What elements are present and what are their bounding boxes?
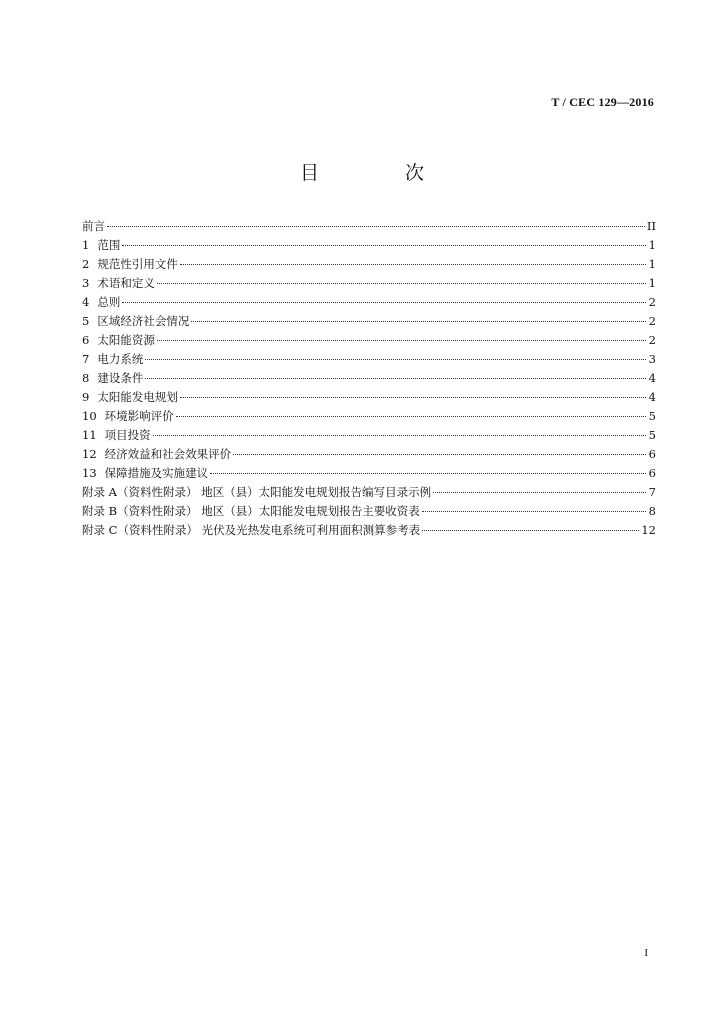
toc-entry-page: II bbox=[646, 219, 656, 233]
toc-entry-number: 7 bbox=[82, 352, 90, 366]
toc-entry-label: 区域经济社会情况 bbox=[97, 314, 190, 328]
toc-dot-leader bbox=[157, 282, 646, 284]
toc-entry-number: 12 bbox=[82, 447, 97, 461]
toc-entry-label: 保障措施及实施建议 bbox=[104, 466, 209, 480]
toc-entry-appendix-a[interactable] bbox=[82, 483, 656, 502]
toc-entry-label: 电力系统 bbox=[97, 352, 144, 366]
toc-entry-label: 经济效益和社会效果评价 bbox=[104, 447, 232, 461]
toc-entry-12[interactable] bbox=[82, 445, 656, 464]
toc-entry-page: 1 bbox=[648, 276, 656, 290]
toc-entry-label: 附录 C（资料性附录） 光伏及光热发电系统可利用面积测算参考表 bbox=[82, 523, 421, 537]
toc-dot-leader bbox=[433, 491, 646, 493]
toc-entry-label: 环境影响评价 bbox=[104, 409, 174, 423]
toc-entry-number: 13 bbox=[82, 466, 97, 480]
toc-entry-label: 太阳能资源 bbox=[97, 333, 155, 347]
toc-entry-number: 1 bbox=[82, 238, 90, 252]
toc-entry-page: 4 bbox=[648, 371, 656, 385]
page-number: I bbox=[644, 947, 648, 959]
page-title: 目 次 bbox=[299, 162, 465, 184]
toc-entry-2[interactable] bbox=[82, 255, 656, 274]
toc-entry-4[interactable] bbox=[82, 293, 656, 312]
toc-entry-6[interactable] bbox=[82, 331, 656, 350]
toc-entry-page: 2 bbox=[648, 295, 656, 309]
toc-entry-appendix-c[interactable] bbox=[82, 521, 656, 540]
toc-dot-leader bbox=[233, 453, 646, 455]
toc-entry-number: 9 bbox=[82, 390, 90, 404]
toc-entry-10[interactable] bbox=[82, 407, 656, 426]
toc-entry-number: 6 bbox=[82, 333, 90, 347]
table-of-contents bbox=[82, 217, 656, 540]
toc-dot-leader bbox=[176, 415, 646, 417]
toc-dot-leader bbox=[191, 320, 646, 322]
toc-dot-leader bbox=[157, 339, 646, 341]
toc-entry-page: 6 bbox=[648, 447, 656, 461]
toc-entry-label: 太阳能发电规划 bbox=[97, 390, 178, 404]
toc-dot-leader bbox=[180, 396, 646, 398]
toc-entry-number: 5 bbox=[82, 314, 90, 328]
toc-entry-8[interactable] bbox=[82, 369, 656, 388]
toc-dot-leader bbox=[107, 225, 645, 227]
toc-dot-leader bbox=[153, 434, 646, 436]
toc-entry-number: 8 bbox=[82, 371, 90, 385]
toc-dot-leader bbox=[180, 263, 646, 265]
toc-entry-11[interactable] bbox=[82, 426, 656, 445]
toc-entry-page: 1 bbox=[648, 257, 656, 271]
toc-entry-number: 2 bbox=[82, 257, 90, 271]
toc-entry-page: 1 bbox=[648, 238, 656, 252]
toc-entry-page: 7 bbox=[648, 485, 656, 499]
toc-entry-7[interactable] bbox=[82, 350, 656, 369]
toc-entry-page: 5 bbox=[648, 428, 656, 442]
toc-entry-9[interactable] bbox=[82, 388, 656, 407]
toc-entry-label: 总则 bbox=[97, 295, 121, 309]
toc-entry-page: 4 bbox=[648, 390, 656, 404]
toc-entry-page: 8 bbox=[648, 504, 656, 518]
toc-entry-foreword[interactable] bbox=[82, 217, 656, 236]
toc-dot-leader bbox=[210, 472, 646, 474]
toc-entry-label: 术语和定义 bbox=[97, 276, 155, 290]
toc-entry-5[interactable] bbox=[82, 312, 656, 331]
toc-entry-page: 12 bbox=[641, 523, 656, 537]
toc-dot-leader bbox=[122, 244, 646, 246]
toc-entry-label: 附录 A（资料性附录） 地区（县）太阳能发电规划报告编写目录示例 bbox=[82, 485, 432, 499]
toc-entry-3[interactable] bbox=[82, 274, 656, 293]
toc-entry-appendix-b[interactable] bbox=[82, 502, 656, 521]
toc-entry-label: 项目投资 bbox=[104, 428, 151, 442]
toc-entry-label: 附录 B（资料性附录） 地区（县）太阳能发电规划报告主要收资表 bbox=[82, 504, 420, 518]
toc-entry-page: 2 bbox=[648, 314, 656, 328]
toc-entry-page: 6 bbox=[648, 466, 656, 480]
toc-entry-label: 规范性引用文件 bbox=[97, 257, 178, 271]
toc-entry-1[interactable] bbox=[82, 236, 656, 255]
standard-code: T / CEC 129—2016 bbox=[551, 95, 654, 109]
toc-dot-leader bbox=[422, 510, 646, 512]
toc-entry-page: 5 bbox=[648, 409, 656, 423]
toc-entry-number: 4 bbox=[82, 295, 90, 309]
toc-entry-label: 范围 bbox=[97, 238, 121, 252]
toc-entry-label: 建设条件 bbox=[97, 371, 144, 385]
toc-entry-number: 11 bbox=[82, 428, 97, 442]
toc-dot-leader bbox=[145, 358, 646, 360]
toc-entry-page: 3 bbox=[648, 352, 656, 366]
toc-entry-number: 3 bbox=[82, 276, 90, 290]
toc-entry-number: 10 bbox=[82, 409, 97, 423]
toc-dot-leader bbox=[422, 529, 639, 531]
toc-entry-page: 2 bbox=[648, 333, 656, 347]
toc-dot-leader bbox=[145, 377, 646, 379]
toc-dot-leader bbox=[122, 301, 646, 303]
toc-entry-label: 前言 bbox=[82, 219, 105, 233]
toc-entry-13[interactable] bbox=[82, 464, 656, 483]
